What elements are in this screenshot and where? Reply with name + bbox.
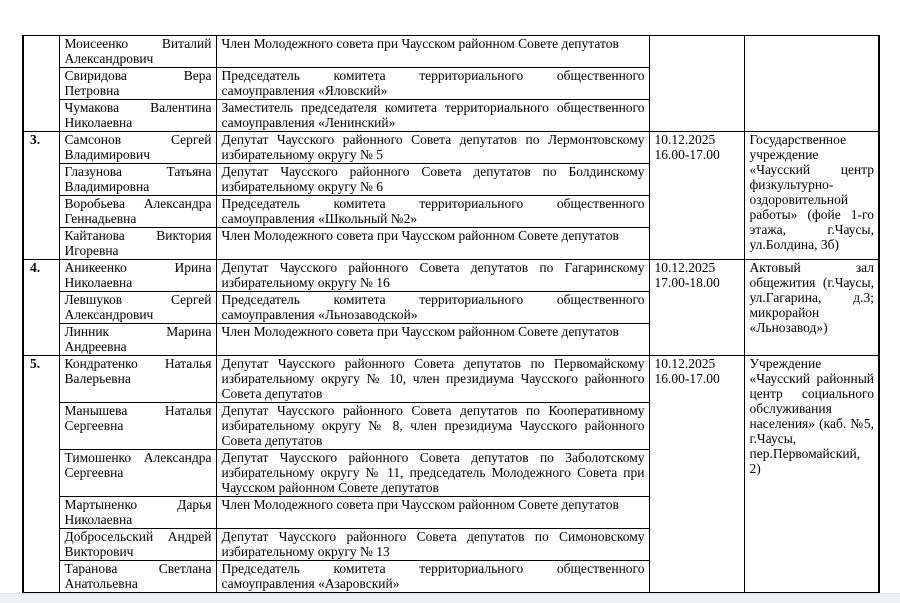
member-name-cell: Тимошенко Александра Сергеевна: [59, 450, 216, 497]
location-cell: Актовый зал общежития (г.Чаусы, ул.Гагарина, д.3; микрорайон «Льнозавод»): [744, 260, 879, 356]
location-cell: [744, 36, 879, 132]
member-name-cell: Манышева Наталья Сергеевна: [59, 403, 216, 450]
member-role-cell: Член Молодежного совета при Чаусском районном Совете депутатов: [216, 228, 649, 260]
member-name-cell: Самсонов Сергей Владимирович: [59, 132, 216, 164]
member-role-cell: Председатель комитета территориального общественного самоуправления «Азаровский»: [216, 561, 649, 594]
row-number-cell: 3.: [23, 132, 59, 260]
member-name-cell: Кондратенко Наталья Валерьевна: [59, 356, 216, 403]
member-role-cell: Член Молодежного совета при Чаусском районном Совете депутатов: [216, 36, 649, 68]
table-row: [23, 132, 879, 164]
table-row: [23, 356, 879, 403]
member-role-cell: Председатель комитета территориального общественного самоуправления «Яловский»: [216, 68, 649, 100]
member-name-cell: Мартыненко Дарья Николаевна: [59, 497, 216, 529]
time-text: 17.00-18.00: [654, 275, 720, 290]
row-number-cell: 4.: [23, 260, 59, 356]
datetime-cell: [649, 36, 744, 132]
member-name-cell: Воробьева Александра Геннадьевна: [59, 196, 216, 228]
schedule-table-body: [23, 36, 879, 594]
member-name-cell: Добросельский Андрей Викторович: [59, 529, 216, 561]
datetime-cell: [649, 260, 744, 356]
member-name-cell: Линник Марина Андреевна: [59, 324, 216, 356]
date-text: 10.12.2025: [654, 132, 716, 147]
member-name-cell: Левшуков Сергей Александрович: [59, 292, 216, 324]
time-text: 16.00-17.00: [654, 147, 720, 162]
member-role-cell: Депутат Чаусского районного Совета депутатов по Кооперативному избирательному округу № 8, член президиума Чаусского районного Совета депутатов: [216, 403, 649, 450]
member-role-cell: Председатель комитета территориального общественного самоуправления «Школьный №2»: [216, 196, 649, 228]
date-text: 10.12.2025: [654, 260, 716, 275]
member-name-cell: Глазунова Татьяна Владимировна: [59, 164, 216, 196]
member-role-cell: Депутат Чаусского районного Совета депутатов по Первомайскому избирательному округу № 10, член президиума Чаусского районного Совета депутатов: [216, 356, 649, 403]
member-role-cell: Депутат Чаусского районного Совета депутатов по Гагаринскому избирательному округу № 16: [216, 260, 649, 292]
member-role-cell: Заместитель председателя комитета территориального общественного самоуправления «Ленинский»: [216, 100, 649, 132]
location-cell: Государственное учреждение «Чаусский центр физкультурно-оздоровительной работы» (фойе 1-го этажа, г.Чаусы, ул.Болдина, 3б): [744, 132, 879, 260]
member-name-cell: Кайтанова Виктория Игоревна: [59, 228, 216, 260]
member-name-cell: Моисеенко Виталий Александрович: [59, 36, 216, 68]
member-role-cell: Член Молодежного совета при Чаусском районном Совете депутатов: [216, 497, 649, 529]
member-role-cell: Депутат Чаусского районного Совета депутатов по Болдинскому избирательному округу № 6: [216, 164, 649, 196]
time-text: 16.00-17.00: [654, 371, 720, 386]
row-number-cell: [23, 36, 59, 132]
table-row: [23, 36, 879, 68]
member-name-cell: Аникеенко Ирина Николаевна: [59, 260, 216, 292]
member-role-cell: Депутат Чаусского районного Совета депутатов по Заболотскому избирательному округу № 11, председатель Молодежного Совета при Чаусском районном Совете депутатов: [216, 450, 649, 497]
datetime-cell: [649, 356, 744, 594]
page-bottom-strip: [0, 593, 900, 603]
member-name-cell: Чумакова Валентина Николаевна: [59, 100, 216, 132]
member-role-cell: Член Молодежного совета при Чаусском районном Совете депутатов: [216, 324, 649, 356]
deputies-schedule-table: [22, 35, 880, 594]
datetime-cell: [649, 132, 744, 260]
member-role-cell: Председатель комитета территориального общественного самоуправления «Льнозаводской»: [216, 292, 649, 324]
date-text: 10.12.2025: [654, 356, 716, 371]
row-number-cell: 5.: [23, 356, 59, 594]
table-row: [23, 260, 879, 292]
member-role-cell: Депутат Чаусского районного Совета депутатов по Лермонтовскому избирательному округу № 5: [216, 132, 649, 164]
member-role-cell: Депутат Чаусского районного Совета депутатов по Симоновскому избирательному округу № 13: [216, 529, 649, 561]
member-name-cell: Свиридова Вера Петровна: [59, 68, 216, 100]
member-name-cell: Таранова Светлана Анатольевна: [59, 561, 216, 594]
location-cell: Учреждение «Чаусский районный центр социального обслуживания населения» (каб. №5, г.Чаусы, пер.Первомайский, 2): [744, 356, 879, 594]
